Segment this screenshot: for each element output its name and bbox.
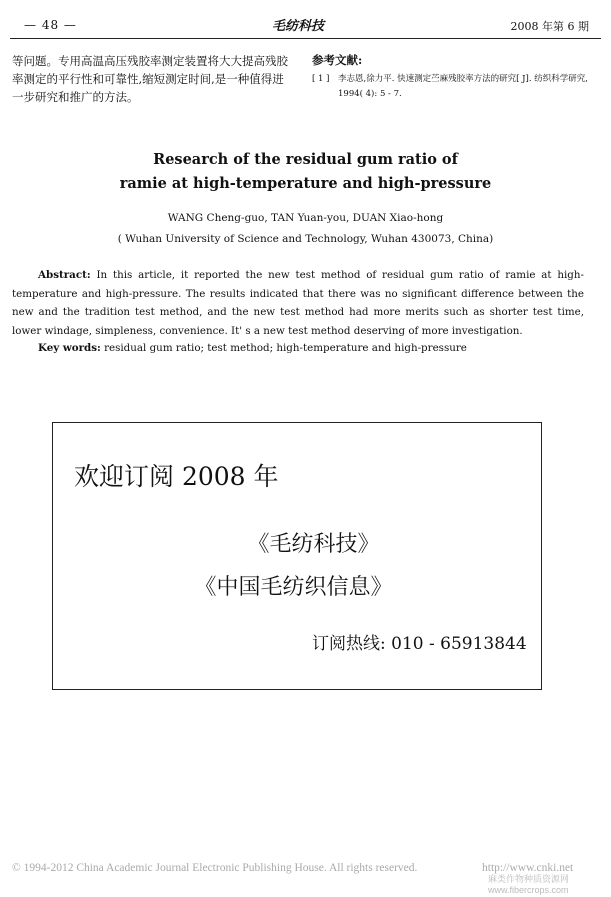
english-title-line-2: ramie at high-temperature and high-pressure — [119, 175, 492, 192]
reference-number: [ 1 ] — [312, 74, 330, 84]
english-title-line-1: Research of the residual gum ratio of — [153, 151, 458, 168]
issue-label: 2008 年第 6 期 — [510, 20, 589, 33]
english-title — [0, 148, 611, 196]
keywords — [38, 342, 598, 354]
journal-logo: 毛纺科技 — [272, 19, 325, 34]
abstract — [12, 266, 584, 340]
abstract-label: Abstract: — [38, 269, 91, 281]
subscription-hotline: 订阅热线: 010 - 65913844 — [312, 634, 527, 654]
footer-copyright: © 1994-2012 China Academic Journal Electronic Publishing House. All rights reserved. — [12, 862, 418, 874]
keywords-label: Key words: — [38, 342, 101, 354]
abstract-text: In this article, it reported the new test method of residual gum ratio of ramie at high-temperature and high-pressure. The results indicated that there was no significant difference between the new and the tradition test method, and the new test method had more merits such as shorter test time, lower windage, simpleness, convenience. It' s a new test method deserving of more investigation. — [12, 269, 584, 337]
subscription-journal-1: 《毛纺科技》 — [247, 532, 380, 557]
keywords-text: residual gum ratio; test method; high-temperature and high-pressure — [100, 342, 467, 354]
header-rule — [10, 38, 601, 39]
reference-text: 李志恩,徐力平. 快速测定苎麻残胶率方法的研究[ J]. 纺织科学研究, 1994( 4): 5 - 7. — [338, 74, 588, 99]
footer-url[interactable]: http://www.cnki.net — [482, 862, 574, 874]
subscription-journal-2: 《中国毛纺织信息》 — [194, 575, 393, 600]
watermark: 麻类作物种质资源网 www.fibercrops.com — [488, 874, 570, 895]
reference-item — [312, 72, 600, 102]
authors: WANG Cheng-guo, TAN Yuan-you, DUAN Xiao-hong — [167, 212, 444, 224]
subscription-welcome: 欢迎订阅 2008 年 — [74, 462, 279, 491]
body-text-paragraph: 等问题。专用高温高压残胶率测定装置将大大提高残胶率测定的平行性和可靠性,缩短测定时间,是一种值得进一步研究和推广的方法。 — [12, 54, 288, 104]
page-number: — 48 — — [24, 18, 77, 32]
references-heading: 参考文献: — [312, 53, 363, 67]
affiliation: ( Wuhan University of Science and Technology, Wuhan 430073, China) — [117, 233, 494, 245]
